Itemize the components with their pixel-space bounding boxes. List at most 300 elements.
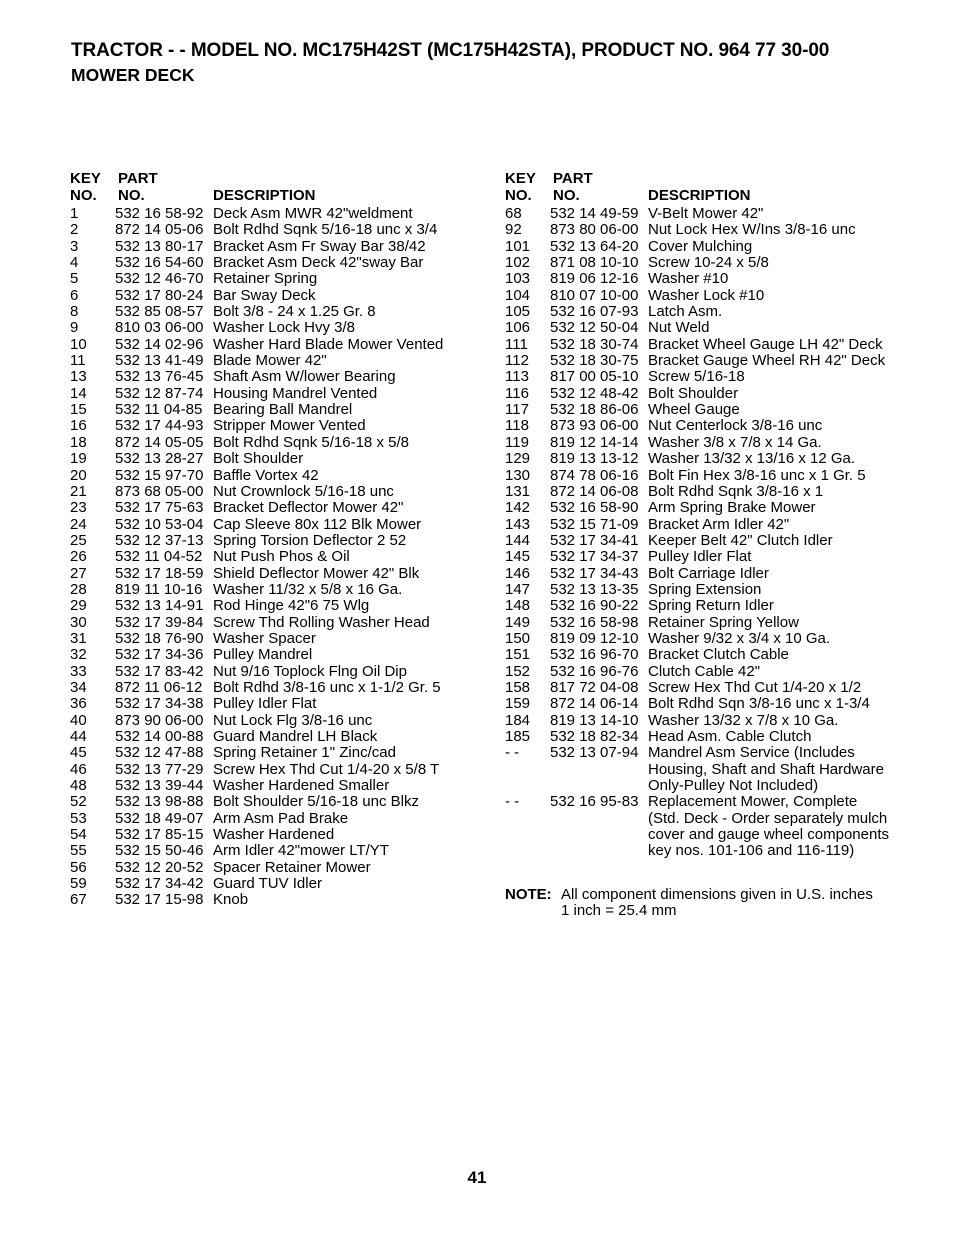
- parts-list-header: [70, 170, 480, 206]
- part-number: 532 17 34-43: [550, 564, 639, 582]
- part-description: Arm Spring Brake Mower: [648, 499, 816, 517]
- part-number: 532 14 00-88: [115, 728, 204, 745]
- key-number: 36: [70, 695, 87, 713]
- part-number: 532 17 34-37: [550, 548, 639, 566]
- header-key-line2: NO.: [70, 187, 97, 204]
- part-description: Blade Mower 42": [213, 352, 327, 370]
- part-number: 810 03 06-00: [115, 319, 204, 337]
- key-number: 5: [70, 270, 79, 288]
- part-description: Guard Mandrel LH Black: [213, 728, 378, 745]
- part-description: Screw 10-24 x 5/8: [648, 254, 769, 272]
- table-row: [70, 778, 480, 794]
- table-row: [70, 843, 480, 859]
- part-number: 532 18 30-74: [550, 335, 639, 353]
- table-row: [70, 517, 480, 533]
- key-number: 10: [70, 335, 87, 353]
- key-number: 144: [505, 531, 531, 549]
- parts-rows-left: [70, 206, 480, 909]
- table-row: [70, 533, 480, 549]
- header-description: DESCRIPTION: [213, 187, 316, 204]
- table-row: [70, 402, 480, 418]
- key-number: 19: [70, 450, 87, 468]
- key-number: 158: [505, 678, 531, 696]
- key-number: 150: [505, 629, 531, 647]
- part-number: 873 93 06-00: [550, 417, 639, 435]
- key-number: 56: [70, 858, 87, 876]
- part-number: 532 17 34-41: [550, 531, 639, 549]
- parts-list-right: [505, 170, 925, 860]
- part-number: 532 17 75-63: [115, 499, 204, 517]
- part-number: 532 17 34-36: [115, 646, 204, 664]
- table-row: [70, 762, 480, 778]
- table-row: [70, 222, 480, 238]
- part-number: 532 17 83-42: [115, 662, 204, 680]
- part-description: Retainer Spring: [213, 270, 318, 288]
- part-number: 819 09 12-10: [550, 629, 639, 647]
- key-number: 67: [70, 891, 87, 909]
- key-number: 104: [505, 286, 531, 304]
- key-number: 54: [70, 826, 87, 844]
- key-number: 68: [505, 205, 522, 222]
- part-number: 532 12 87-74: [115, 384, 204, 402]
- key-number: 25: [70, 531, 87, 549]
- part-number: 532 17 39-84: [115, 613, 204, 631]
- header-key-line2: NO.: [505, 187, 532, 204]
- part-description: Latch Asm.: [648, 303, 723, 321]
- part-description: Bolt Fin Hex 3/8-16 unc x 1 Gr. 5: [648, 466, 866, 484]
- part-description: Bolt Rdhd 3/8-16 unc x 1-1/2 Gr. 5: [213, 678, 441, 696]
- key-number: 23: [70, 499, 87, 517]
- part-number: 532 12 20-52: [115, 858, 204, 876]
- key-number: - -: [505, 744, 520, 762]
- table-row: [505, 337, 925, 353]
- part-number: 810 07 10-00: [550, 286, 639, 304]
- part-description: Bracket Wheel Gauge LH 42" Deck: [648, 335, 883, 353]
- key-number: 3: [70, 237, 79, 255]
- part-description: Pulley Mandrel: [213, 646, 313, 664]
- part-description: Bracket Gauge Wheel RH 42" Deck: [648, 352, 886, 370]
- key-number: 152: [505, 662, 531, 680]
- part-description: Deck Asm MWR 42"weldment: [213, 205, 413, 222]
- table-row: [505, 271, 925, 287]
- part-description: Nut 9/16 Toplock Flng Oil Dip: [213, 662, 407, 680]
- table-row: [70, 386, 480, 402]
- key-number: 29: [70, 597, 87, 615]
- part-description: Bolt Carriage Idler: [648, 564, 769, 582]
- key-number: 26: [70, 548, 87, 566]
- table-row: [70, 271, 480, 287]
- key-number: 44: [70, 728, 87, 745]
- parts-rows-multiline: [505, 745, 925, 859]
- header-part-line2: NO.: [553, 187, 580, 204]
- table-row: [505, 680, 925, 696]
- part-number: 532 17 80-24: [115, 286, 204, 304]
- key-number: 143: [505, 515, 531, 533]
- part-description: Bolt Rdhd Sqnk 5/16-18 unc x 3/4: [213, 221, 438, 239]
- part-number: 532 11 04-52: [115, 548, 203, 566]
- page-title: TRACTOR - - MODEL NO. MC175H42ST (MC175H42STA), PRODUCT NO. 964 77 30-00: [71, 40, 830, 61]
- part-number: 532 13 39-44: [115, 777, 204, 795]
- key-number: 6: [70, 286, 79, 304]
- table-row: [70, 827, 480, 843]
- table-row: [70, 418, 480, 434]
- part-number: 819 06 12-16: [550, 270, 639, 288]
- table-row: [70, 582, 480, 598]
- part-description: Pulley Idler Flat: [648, 548, 752, 566]
- key-number: 40: [70, 711, 87, 729]
- part-description: Spacer Retainer Mower: [213, 858, 371, 876]
- header-part-line1: PART: [118, 170, 158, 187]
- part-number: 532 16 90-22: [550, 597, 639, 615]
- part-description: Nut Lock Hex W/Ins 3/8-16 unc: [648, 221, 856, 239]
- part-number: 872 14 05-05: [115, 433, 204, 451]
- key-number: 148: [505, 597, 531, 615]
- part-number: 872 14 06-14: [550, 695, 639, 713]
- part-description: Bolt Shoulder 5/16-18 unc Blkz: [213, 793, 419, 811]
- part-number: 532 13 64-20: [550, 237, 639, 255]
- part-number: 532 17 85-15: [115, 826, 204, 844]
- key-number: 102: [505, 254, 531, 272]
- part-number: 872 14 05-06: [115, 221, 204, 239]
- header-key-line1: KEY: [70, 170, 101, 187]
- table-row: [505, 631, 925, 647]
- table-row: [505, 206, 925, 222]
- part-description: Arm Asm Pad Brake: [213, 809, 349, 827]
- part-description: Spring Torsion Deflector 2 52: [213, 531, 407, 549]
- key-number: 142: [505, 499, 531, 517]
- part-number: 532 16 96-70: [550, 646, 639, 664]
- dimension-note: [505, 887, 873, 920]
- part-description: Nut Centerlock 3/8-16 unc: [648, 417, 823, 435]
- table-row: [505, 468, 925, 484]
- key-number: 16: [70, 417, 87, 435]
- part-number: 532 12 50-04: [550, 319, 639, 337]
- part-number: 872 14 06-08: [550, 482, 639, 500]
- part-description: Screw Thd Rolling Washer Head: [213, 613, 430, 631]
- key-number: 105: [505, 303, 531, 321]
- part-number: 532 11 04-85: [115, 401, 203, 419]
- key-number: 45: [70, 744, 87, 762]
- key-number: 28: [70, 580, 87, 598]
- table-row: [70, 435, 480, 451]
- part-number: 532 18 76-90: [115, 629, 204, 647]
- table-row: [70, 860, 480, 876]
- table-row: [505, 369, 925, 385]
- key-number: 46: [70, 760, 87, 778]
- part-number: 532 15 97-70: [115, 466, 204, 484]
- part-description: Mandrel Asm Service (Includes Housing, Shaft and Shaft Hardware Only-Pulley Not Included): [648, 744, 884, 795]
- part-description: Bracket Arm Idler 42": [648, 515, 790, 533]
- note-text: All component dimensions given in U.S. inches 1 inch = 25.4 mm: [561, 886, 873, 920]
- table-row: [505, 729, 925, 745]
- part-description: Washer Hardened: [213, 826, 335, 844]
- part-number: 532 13 98-88: [115, 793, 204, 811]
- table-row: [70, 745, 480, 761]
- part-number: 532 12 48-42: [550, 384, 639, 402]
- note-label: NOTE:: [505, 886, 552, 903]
- key-number: 113: [505, 368, 529, 386]
- part-number: 819 13 13-12: [550, 450, 639, 468]
- table-row: [505, 566, 925, 582]
- part-description: Baffle Vortex 42: [213, 466, 319, 484]
- part-number: 532 16 58-98: [550, 613, 639, 631]
- table-row: [505, 664, 925, 680]
- key-number: 116: [505, 384, 529, 402]
- part-description: Screw 5/16-18: [648, 368, 745, 386]
- part-number: 532 85 08-57: [115, 303, 204, 321]
- part-number: 532 13 76-45: [115, 368, 204, 386]
- part-description: Washer 3/8 x 7/8 x 14 Ga.: [648, 433, 822, 451]
- header-part-line2: NO.: [118, 187, 145, 204]
- key-number: 159: [505, 695, 531, 713]
- table-row: [70, 288, 480, 304]
- part-number: 532 12 47-88: [115, 744, 204, 762]
- part-number: 532 16 07-93: [550, 303, 639, 321]
- table-row: [70, 892, 480, 908]
- part-number: 873 80 06-00: [550, 221, 639, 239]
- part-number: 873 90 06-00: [115, 711, 204, 729]
- part-number: 819 11 10-16: [115, 580, 203, 598]
- part-description: Keeper Belt 42" Clutch Idler: [648, 531, 833, 549]
- part-number: 874 78 06-16: [550, 466, 639, 484]
- key-number: 59: [70, 875, 87, 893]
- key-number: 151: [505, 646, 531, 664]
- part-number: 532 14 02-96: [115, 335, 204, 353]
- part-number: 872 11 06-12: [115, 678, 203, 696]
- table-row: [505, 745, 925, 794]
- part-number: 532 13 77-29: [115, 760, 204, 778]
- page-number: 41: [467, 1168, 487, 1187]
- table-row: [505, 647, 925, 663]
- table-row: [70, 680, 480, 696]
- header-key-line1: KEY: [505, 170, 536, 187]
- part-description: Wheel Gauge: [648, 401, 740, 419]
- table-row: [70, 664, 480, 680]
- part-number: 532 18 30-75: [550, 352, 639, 370]
- part-description: Bolt Rdhd Sqn 3/8-16 unc x 1-3/4: [648, 695, 870, 713]
- table-row: [70, 239, 480, 255]
- table-row: [70, 811, 480, 827]
- key-number: 106: [505, 319, 531, 337]
- part-number: 532 17 18-59: [115, 564, 204, 582]
- key-number: 185: [505, 728, 531, 745]
- part-description: Bolt Shoulder: [213, 450, 304, 468]
- part-description: Screw Hex Thd Cut 1/4-20 x 5/8 T: [213, 760, 440, 778]
- key-number: 112: [505, 352, 529, 370]
- part-description: Washer Hardened Smaller: [213, 777, 390, 795]
- key-number: 27: [70, 564, 87, 582]
- part-description: Washer 11/32 x 5/8 x 16 Ga.: [213, 580, 403, 598]
- part-number: 532 15 50-46: [115, 842, 204, 860]
- key-number: 117: [505, 401, 529, 419]
- key-number: 101: [505, 237, 531, 255]
- part-description: Cap Sleeve 80x 112 Blk Mower: [213, 515, 422, 533]
- table-row: [70, 566, 480, 582]
- part-description: Spring Extension: [648, 580, 762, 598]
- part-number: 532 13 28-27: [115, 450, 204, 468]
- part-description: Stripper Mower Vented: [213, 417, 366, 435]
- table-row: [70, 451, 480, 467]
- part-description: Nut Push Phos & Oil: [213, 548, 350, 566]
- part-number: 532 15 71-09: [550, 515, 639, 533]
- table-row: [505, 794, 925, 859]
- part-number: 532 16 58-90: [550, 499, 639, 517]
- table-row: [505, 713, 925, 729]
- part-description: Knob: [213, 891, 249, 909]
- table-row: [505, 386, 925, 402]
- key-number: 129: [505, 450, 531, 468]
- part-number: 532 12 46-70: [115, 270, 204, 288]
- key-number: 103: [505, 270, 531, 288]
- part-description: Shaft Asm W/lower Bearing: [213, 368, 396, 386]
- table-row: [505, 353, 925, 369]
- table-row: [70, 484, 480, 500]
- part-number: 819 12 14-14: [550, 433, 639, 451]
- part-description: Rod Hinge 42"6 75 Wlg: [213, 597, 370, 615]
- part-description: Bolt Rdhd Sqnk 3/8-16 x 1: [648, 482, 824, 500]
- part-description: Washer Spacer: [213, 629, 316, 647]
- table-row: [70, 369, 480, 385]
- table-row: [505, 549, 925, 565]
- table-row: [70, 304, 480, 320]
- table-row: [70, 631, 480, 647]
- table-row: [505, 402, 925, 418]
- key-number: 48: [70, 777, 87, 795]
- part-number: 819 13 14-10: [550, 711, 639, 729]
- part-description: Spring Return Idler: [648, 597, 774, 615]
- part-number: 532 10 53-04: [115, 515, 204, 533]
- part-description: Washer Hard Blade Mower Vented: [213, 335, 444, 353]
- part-number: 532 12 37-13: [115, 531, 204, 549]
- part-number: 871 08 10-10: [550, 254, 639, 272]
- key-number: 119: [505, 433, 529, 451]
- table-row: [70, 729, 480, 745]
- key-number: 21: [70, 482, 87, 500]
- header-part-line1: PART: [553, 170, 593, 187]
- part-description: Washer 13/32 x 7/8 x 10 Ga.: [648, 711, 839, 729]
- part-number: 817 72 04-08: [550, 678, 639, 696]
- table-row: [505, 615, 925, 631]
- part-description: Screw Hex Thd Cut 1/4-20 x 1/2: [648, 678, 862, 696]
- part-description: Nut Lock Flg 3/8-16 unc: [213, 711, 373, 729]
- key-number: - -: [505, 793, 520, 811]
- parts-list-header: [505, 170, 925, 206]
- key-number: 145: [505, 548, 531, 566]
- part-description: Bracket Clutch Cable: [648, 646, 789, 664]
- part-description: Bearing Ball Mandrel: [213, 401, 353, 419]
- part-description: Retainer Spring Yellow: [648, 613, 799, 631]
- part-description: Bolt Rdhd Sqnk 5/16-18 x 5/8: [213, 433, 409, 451]
- key-number: 34: [70, 678, 87, 696]
- part-number: 873 68 05-00: [115, 482, 204, 500]
- table-row: [505, 239, 925, 255]
- key-number: 8: [70, 303, 79, 321]
- part-description: Nut Weld: [648, 319, 710, 337]
- table-row: [505, 598, 925, 614]
- part-number: 532 17 15-98: [115, 891, 204, 909]
- key-number: 1: [70, 205, 79, 222]
- key-number: 52: [70, 793, 87, 811]
- table-row: [70, 500, 480, 516]
- part-description: V-Belt Mower 42": [648, 205, 764, 222]
- table-row: [505, 582, 925, 598]
- part-description: Washer #10: [648, 270, 729, 288]
- part-description: Guard TUV Idler: [213, 875, 322, 893]
- parts-rows-right: [505, 206, 925, 745]
- part-description: Clutch Cable 42": [648, 662, 761, 680]
- part-number: 532 18 49-07: [115, 809, 204, 827]
- table-row: [505, 320, 925, 336]
- part-number: 532 16 95-83: [550, 793, 639, 811]
- table-row: [505, 304, 925, 320]
- table-row: [70, 353, 480, 369]
- key-number: 32: [70, 646, 87, 664]
- table-row: [505, 696, 925, 712]
- part-number: 532 16 96-76: [550, 662, 639, 680]
- table-row: [505, 288, 925, 304]
- part-description: Bracket Asm Fr Sway Bar 38/42: [213, 237, 426, 255]
- key-number: 14: [70, 384, 87, 402]
- table-row: [70, 696, 480, 712]
- part-description: Bar Sway Deck: [213, 286, 316, 304]
- key-number: 149: [505, 613, 531, 631]
- part-description: Nut Crownlock 5/16-18 unc: [213, 482, 394, 500]
- part-number: 532 17 34-42: [115, 875, 204, 893]
- key-number: 55: [70, 842, 87, 860]
- part-number: 532 18 82-34: [550, 728, 639, 745]
- key-number: 18: [70, 433, 87, 451]
- header-description: DESCRIPTION: [648, 187, 751, 204]
- part-description: Washer Lock Hvy 3/8: [213, 319, 355, 337]
- key-number: 53: [70, 809, 87, 827]
- section-title: MOWER DECK: [71, 65, 195, 85]
- part-description: Washer 9/32 x 3/4 x 10 Ga.: [648, 629, 831, 647]
- table-row: [505, 435, 925, 451]
- table-row: [70, 337, 480, 353]
- key-number: 184: [505, 711, 531, 729]
- table-row: [70, 206, 480, 222]
- key-number: 9: [70, 319, 79, 337]
- part-description: Head Asm. Cable Clutch: [648, 728, 812, 745]
- table-row: [70, 468, 480, 484]
- part-number: 817 00 05-10: [550, 368, 639, 386]
- key-number: 30: [70, 613, 87, 631]
- table-row: [70, 876, 480, 892]
- table-row: [70, 647, 480, 663]
- key-number: 15: [70, 401, 87, 419]
- part-description: Bolt 3/8 - 24 x 1.25 Gr. 8: [213, 303, 376, 321]
- part-number: 532 14 49-59: [550, 205, 639, 222]
- key-number: 92: [505, 221, 522, 239]
- key-number: 2: [70, 221, 79, 239]
- part-number: 532 17 34-38: [115, 695, 204, 713]
- part-description: Housing Mandrel Vented: [213, 384, 378, 402]
- key-number: 31: [70, 629, 87, 647]
- key-number: 147: [505, 580, 531, 598]
- table-row: [505, 500, 925, 516]
- table-row: [505, 255, 925, 271]
- table-row: [505, 222, 925, 238]
- part-description: Spring Retainer 1" Zinc/cad: [213, 744, 396, 762]
- table-row: [70, 713, 480, 729]
- key-number: 130: [505, 466, 531, 484]
- table-row: [70, 615, 480, 631]
- part-number: 532 13 13-35: [550, 580, 639, 598]
- table-row: [505, 533, 925, 549]
- key-number: 118: [505, 417, 529, 435]
- key-number: 24: [70, 515, 87, 533]
- part-description: Shield Deflector Mower 42" Blk: [213, 564, 420, 582]
